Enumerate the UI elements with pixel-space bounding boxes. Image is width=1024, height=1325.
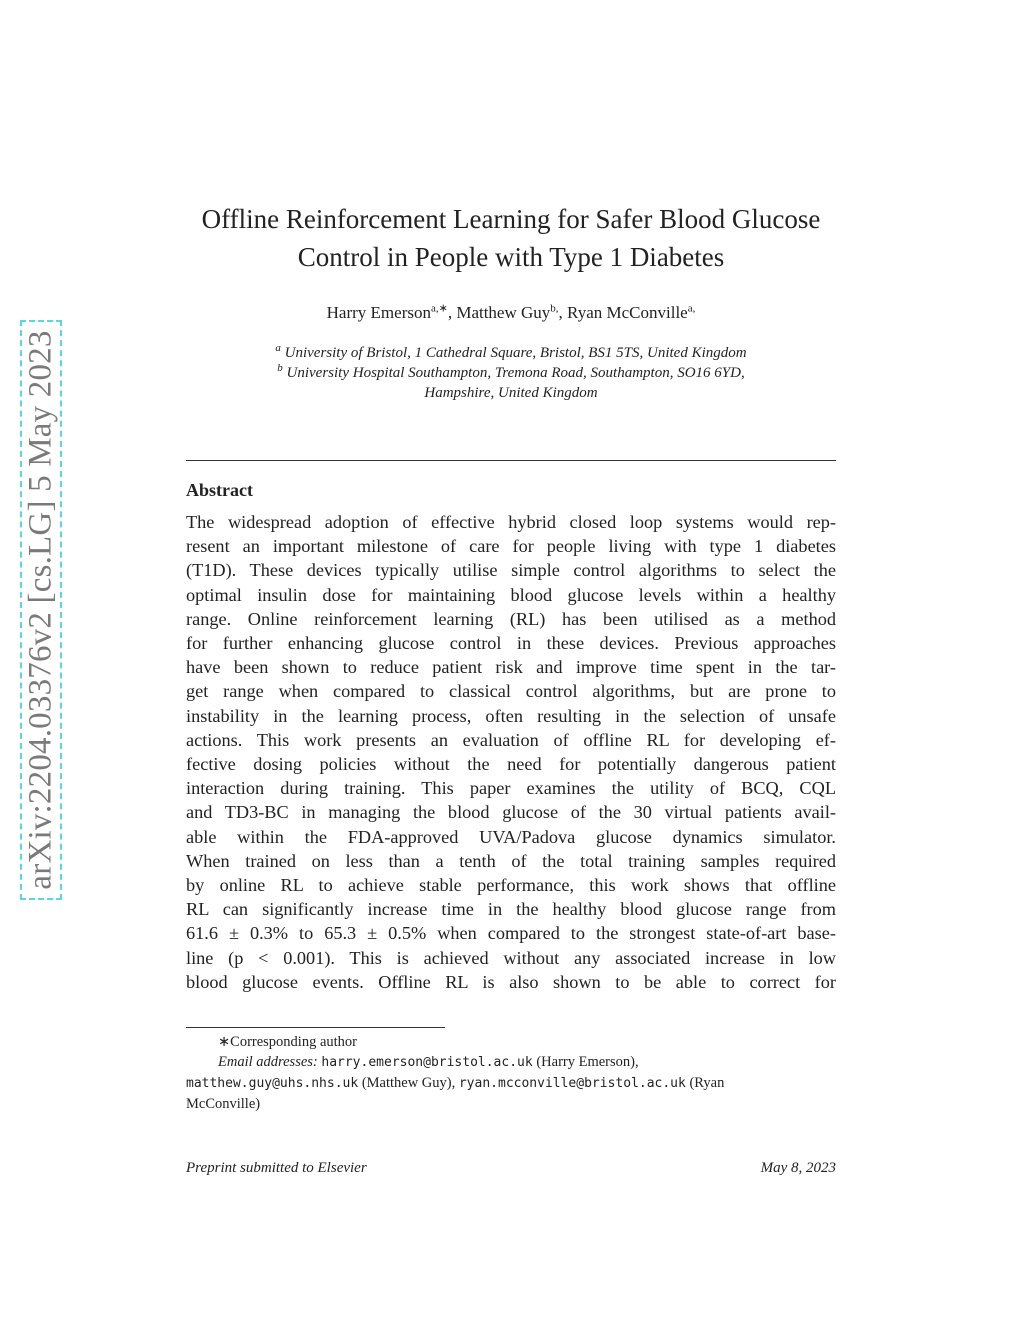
- affiliation-b: $^b$ University Hospital Southampton, Tremona Road, Southampton, SO16 6YD,: [277, 362, 745, 381]
- arxiv-stamp: [20, 320, 62, 900]
- abstract-line: and TD3-BC in managing the blood glucose of the 30 virtual patients avail-: [186, 802, 836, 823]
- arxiv-id-text: arXiv:2204.03376v2 [cs.LG] 5 May 2023: [22, 330, 59, 890]
- abstract-line: The widespread adoption of effective hybrid closed loop systems would rep-: [186, 512, 836, 532]
- abstract-line: 61.6 ± 0.3% to 65.3 ± 0.5% when compared to the strongest state-of-art base-: [186, 923, 836, 944]
- abstract-line: optimal insulin dose for maintaining blood glucose levels within a healthy: [186, 584, 836, 605]
- abstract-line: RL can significantly increase time in the healthy blood glucose range from: [186, 899, 836, 920]
- abstract-body: [186, 510, 836, 994]
- affiliation-b-cont: Hampshire, United Kingdom: [424, 385, 598, 401]
- affiliation-a: $^a$ University of Bristol, 1 Cathedral Square, Bristol, BS1 5TS, United Kingdom: [275, 342, 747, 361]
- abstract-line: instability in the learning process, often resulting in the selection of unsafe: [186, 705, 836, 726]
- footnote-rule: [186, 1027, 445, 1028]
- affiliations: [186, 343, 836, 403]
- abstract-heading: Abstract: [186, 480, 253, 500]
- footnotes: [186, 1032, 836, 1114]
- email-line-1: [186, 1052, 836, 1073]
- abstract-line: (T1D). These devices typically utilise simple control algorithms to select the: [186, 560, 836, 581]
- author-affil-mark: a,: [687, 302, 696, 315]
- email-label: Email addresses:: [218, 1054, 318, 1070]
- title-line-1: Offline Reinforcement Learning for Safer Blood Glucose: [201, 204, 821, 234]
- email-line-2: [186, 1073, 836, 1094]
- abstract-line: interaction during training. This paper examines the utility of BCQ, CQL: [186, 778, 836, 799]
- abstract-line: actions. This work presents an evaluation of offline RL for developing ef-: [186, 729, 836, 750]
- abstract-line: When trained on less than a tenth of the total training samples required: [186, 850, 836, 871]
- abstract-line: blood glucose events. Offline RL is also shown to be able to correct for: [186, 971, 836, 992]
- email-owner: (Ryan: [689, 1075, 725, 1091]
- email-owner: (Matthew Guy),: [361, 1075, 456, 1091]
- footer-date: May 8, 2023: [760, 1160, 836, 1176]
- author-affil-mark: b,: [550, 302, 559, 315]
- abstract-line: fective dosing policies without the need for potentially dangerous patient: [186, 754, 836, 775]
- abstract-line: range. Online reinforcement learning (RL) has been utilised as a method: [186, 608, 836, 629]
- email-line-3: McConville): [186, 1096, 261, 1112]
- email-address[interactable]: harry.emerson@bristol.ac.uk: [321, 1055, 533, 1070]
- footer-preprint-note: Preprint submitted to Elsevier: [186, 1160, 367, 1176]
- corresponding-author-note: ∗Corresponding author: [218, 1034, 358, 1050]
- abstract-line: get range when compared to classical control algorithms, but are prone to: [186, 681, 836, 702]
- title-line-2: Control in People with Type 1 Diabetes: [297, 242, 725, 272]
- author-name: Harry Emerson: [326, 303, 431, 322]
- author-name: Ryan McConville: [567, 303, 688, 322]
- email-address[interactable]: ryan.mcconville@bristol.ac.uk: [458, 1076, 686, 1091]
- email-address[interactable]: matthew.guy@uhs.nhs.uk: [186, 1076, 359, 1091]
- abstract-line: have been shown to reduce patient risk and improve time spent in the tar-: [186, 657, 836, 678]
- abstract-line: by online RL to achieve stable performance, this work shows that offline: [186, 875, 836, 896]
- affil-mark: a: [275, 342, 281, 354]
- abstract-line: line (p < 0.001). This is achieved without any associated increase in low: [186, 947, 836, 968]
- abstract-line: able within the FDA-approved UVA/Padova glucose dynamics simulator.: [186, 826, 836, 847]
- affil-mark: b: [277, 362, 283, 374]
- paper-title: [186, 200, 836, 276]
- author-list: Harry Emerson$^{a,∗}$, Matthew Guy$^{b,}$, Ryan McConville$^{a,}$: [326, 302, 696, 322]
- abstract-line: for further enhancing glucose control in these devices. Previous approaches: [186, 633, 836, 654]
- author-name: Matthew Guy: [456, 303, 551, 322]
- abstract-top-rule: [186, 460, 836, 461]
- email-owner: (Harry Emerson),: [536, 1054, 639, 1070]
- author-affil-mark: a,∗: [430, 302, 448, 315]
- abstract-line: resent an important milestone of care for people living with type 1 diabetes: [186, 536, 836, 557]
